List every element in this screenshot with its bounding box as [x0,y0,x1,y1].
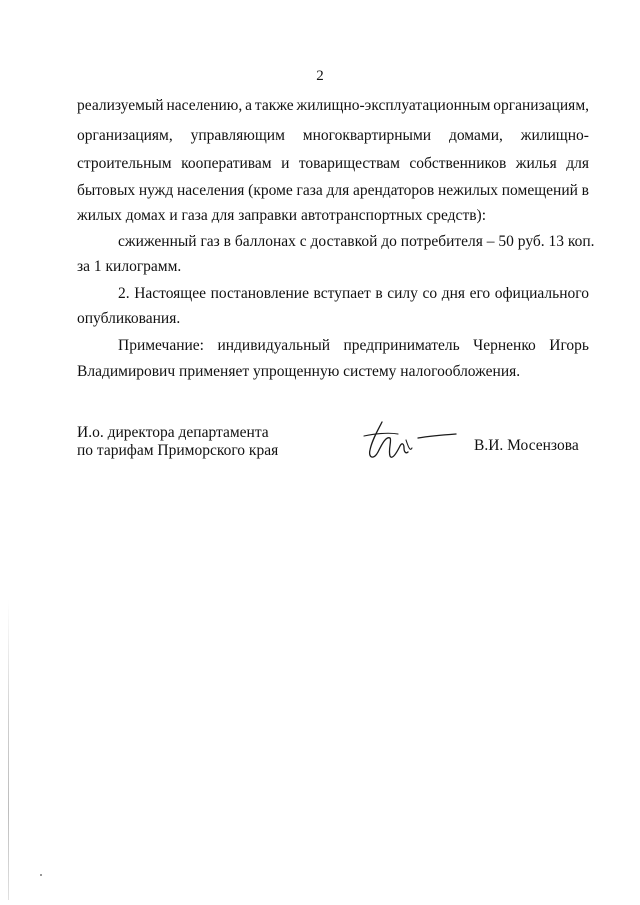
signatory-name: В.И. Мосензова [474,437,579,454]
word: арендаторов [352,182,435,199]
word: Игорь [549,337,589,354]
word: многоквартирными [302,127,432,144]
word: дня [441,285,465,302]
word: жилья [515,155,557,172]
word: организациям, [77,127,173,144]
scan-speck [40,874,42,876]
word: силу [387,285,418,302]
signatory-position-line-2: по тарифам Приморского края [77,442,279,459]
scan-edge-shadow [8,600,9,900]
word: официального [494,285,589,302]
word: помещений [501,182,578,199]
paragraph-line-2 [77,127,589,145]
word: Примечание: [118,337,204,354]
word: вступает [313,285,371,302]
word: населению, [166,97,243,114]
word: Черненко [473,337,536,354]
paragraph-line-3 [77,155,589,173]
signatory-position-line-1: И.о. директора департамента [77,424,269,441]
word: кооперативам [181,155,272,172]
word: для [326,182,350,199]
word: реализуемый [77,97,164,114]
price-line-1: сжиженный газ в баллонах с доставкой до потребителя – 50 руб. 13 коп. [118,233,595,250]
word: управляющим [190,127,285,144]
word: 2. [118,285,130,302]
word: со [422,285,438,302]
paragraph-line-4 [77,182,589,200]
word: собственников [409,155,507,172]
word: товариществам [298,155,400,172]
word: строительным [77,155,172,172]
handwritten-signature [360,416,460,468]
word: жилищно-эксплуатационным [296,97,491,114]
page-number: 2 [316,68,324,84]
word: в [375,285,383,302]
word: а [245,97,253,114]
note-line-2: Владимирович применяет упрощенную систему налогообложения. [77,363,521,380]
word: для [566,155,589,172]
word: газа [296,182,323,199]
note-line-1 [118,337,589,355]
word: организациям, [493,97,589,114]
word: нужд [138,182,174,199]
word: также [254,97,294,114]
price-line-2: за 1 килограмм. [77,258,182,275]
word: постановление [210,285,309,302]
word: Настоящее [134,285,206,302]
word: предприниматель [343,337,460,354]
word: бытовых [77,182,136,199]
clause-2-line-2: опубликования. [77,310,181,327]
word: нежилых [437,182,499,199]
paragraph-line-5: жилых домах и газа для заправки автотранспортных средств): [77,207,487,224]
word: в [581,182,589,199]
paragraph-line-1 [77,97,589,115]
clause-2-line-1 [118,285,589,303]
word: жилищно- [520,127,589,144]
word: домами, [448,127,503,144]
word: его [469,285,491,302]
word: и [281,155,290,172]
word: (кроме [248,182,293,199]
word: населения [176,182,245,199]
word: индивидуальный [217,337,331,354]
